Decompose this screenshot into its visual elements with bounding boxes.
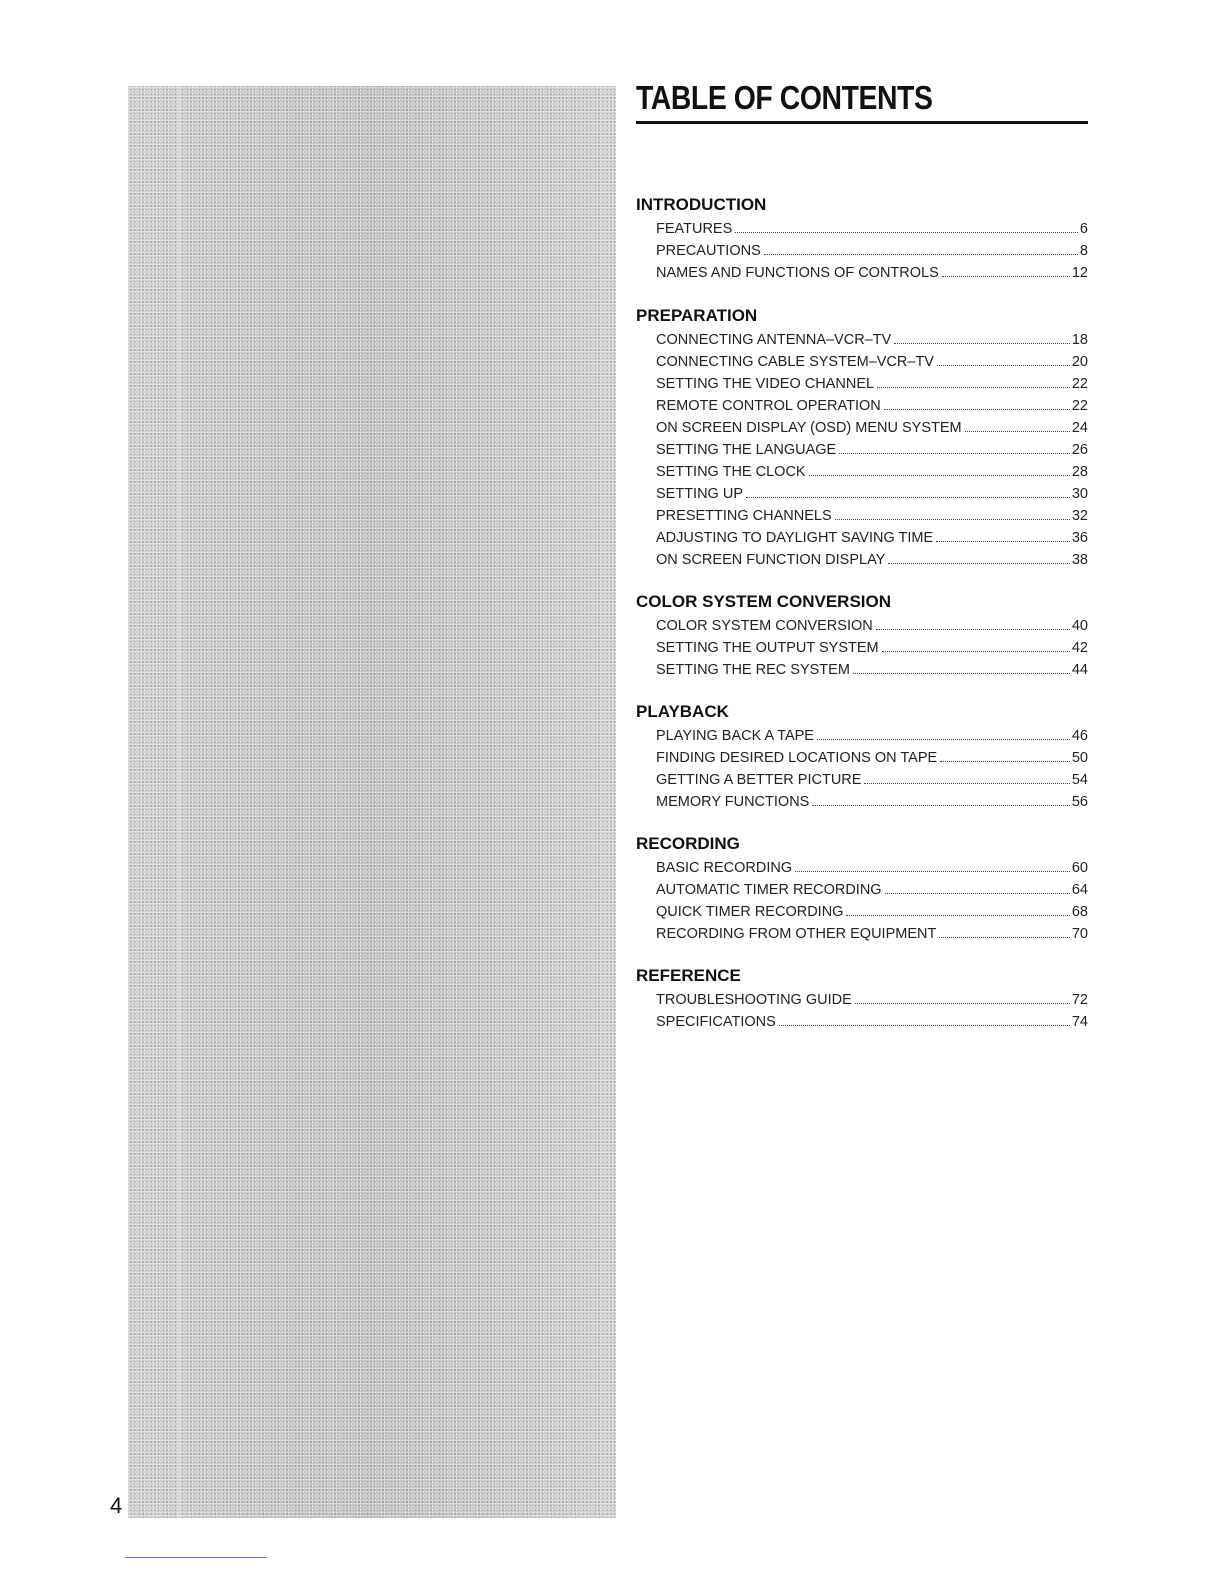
dot-leader bbox=[779, 1025, 1070, 1026]
toc-entry[interactable] bbox=[656, 725, 1088, 747]
entry-page-number: 38 bbox=[1071, 552, 1088, 568]
entry-label: GETTING A BETTER PICTURE bbox=[656, 772, 862, 788]
toc-entry[interactable] bbox=[656, 791, 1088, 813]
entry-label: SETTING THE OUTPUT SYSTEM bbox=[656, 640, 879, 656]
entry-label: PRECAUTIONS bbox=[656, 243, 761, 259]
dot-leader bbox=[746, 497, 1070, 498]
entry-label: CONNECTING ANTENNA–VCR–TV bbox=[656, 332, 892, 348]
dot-leader bbox=[846, 915, 1069, 916]
dot-leader bbox=[835, 519, 1070, 520]
dot-leader bbox=[940, 761, 1070, 762]
entry-page-number: 24 bbox=[1071, 420, 1088, 436]
dot-leader bbox=[795, 871, 1070, 872]
toc-title: TABLE OF CONTENTS bbox=[636, 79, 933, 116]
toc-entry[interactable] bbox=[656, 879, 1088, 901]
page-number: 4 bbox=[110, 1493, 123, 1518]
entry-label: FINDING DESIRED LOCATIONS ON TAPE bbox=[656, 750, 938, 766]
entry-page-number: 68 bbox=[1071, 904, 1088, 920]
toc-section bbox=[636, 305, 1088, 571]
entry-page-number: 54 bbox=[1071, 772, 1088, 788]
entry-list bbox=[656, 725, 1088, 813]
toc-entry[interactable] bbox=[656, 218, 1088, 240]
dot-leader bbox=[942, 276, 1070, 277]
dot-leader bbox=[885, 893, 1070, 894]
dot-leader bbox=[853, 673, 1070, 674]
toc-entry[interactable] bbox=[656, 615, 1088, 637]
entry-label: CONNECTING CABLE SYSTEM–VCR–TV bbox=[656, 354, 934, 370]
entry-label: ADJUSTING TO DAYLIGHT SAVING TIME bbox=[656, 530, 934, 546]
entry-page-number: 64 bbox=[1071, 882, 1088, 898]
dot-leader bbox=[812, 805, 1070, 806]
entry-page-number: 26 bbox=[1071, 442, 1088, 458]
entry-list bbox=[656, 218, 1088, 284]
entry-label: MEMORY FUNCTIONS bbox=[656, 794, 810, 810]
entry-list bbox=[656, 857, 1088, 945]
toc-entry[interactable] bbox=[656, 483, 1088, 505]
entry-page-number: 22 bbox=[1071, 398, 1088, 414]
dot-leader bbox=[888, 563, 1070, 564]
entry-page-number: 44 bbox=[1071, 662, 1088, 678]
entry-label: QUICK TIMER RECORDING bbox=[656, 904, 844, 920]
toc-entry[interactable] bbox=[656, 417, 1088, 439]
entry-label: SETTING THE VIDEO CHANNEL bbox=[656, 376, 875, 392]
entry-label: TROUBLESHOOTING GUIDE bbox=[656, 992, 852, 1008]
entry-label: RECORDING FROM OTHER EQUIPMENT bbox=[656, 926, 937, 942]
section-heading: PREPARATION bbox=[636, 306, 758, 325]
entry-label: ON SCREEN FUNCTION DISPLAY bbox=[656, 552, 886, 568]
toc-entry[interactable] bbox=[656, 549, 1088, 571]
dot-leader bbox=[855, 1003, 1070, 1004]
entry-label: SETTING UP bbox=[656, 486, 744, 502]
decorative-gray-panel bbox=[128, 86, 616, 1518]
entry-label: AUTOMATIC TIMER RECORDING bbox=[656, 882, 882, 898]
entry-page-number: 46 bbox=[1071, 728, 1088, 744]
toc-entry[interactable] bbox=[656, 395, 1088, 417]
toc-section bbox=[636, 833, 1088, 945]
entry-page-number: 22 bbox=[1071, 376, 1088, 392]
dot-leader bbox=[864, 783, 1069, 784]
entry-page-number: 50 bbox=[1071, 750, 1088, 766]
toc-entry[interactable] bbox=[656, 923, 1088, 945]
entry-page-number: 8 bbox=[1079, 243, 1088, 259]
toc-entry[interactable] bbox=[656, 240, 1088, 262]
dot-leader bbox=[735, 232, 1078, 233]
entry-page-number: 72 bbox=[1071, 992, 1088, 1008]
dot-leader bbox=[937, 365, 1070, 366]
entry-label: BASIC RECORDING bbox=[656, 860, 793, 876]
entry-label: PRESETTING CHANNELS bbox=[656, 508, 832, 524]
toc-entry[interactable] bbox=[656, 659, 1088, 681]
toc-entry[interactable] bbox=[656, 747, 1088, 769]
toc-entry[interactable] bbox=[656, 262, 1088, 284]
toc-section bbox=[636, 701, 1088, 813]
toc-entry[interactable] bbox=[656, 769, 1088, 791]
entry-page-number: 74 bbox=[1071, 1014, 1088, 1030]
entry-label: SETTING THE CLOCK bbox=[656, 464, 806, 480]
dot-leader bbox=[764, 254, 1078, 255]
section-heading: PLAYBACK bbox=[636, 702, 729, 721]
toc-section bbox=[636, 194, 1088, 284]
toc-entry[interactable] bbox=[656, 989, 1088, 1011]
dot-leader bbox=[894, 343, 1070, 344]
entry-page-number: 42 bbox=[1071, 640, 1088, 656]
panel-streak bbox=[178, 86, 180, 1518]
entry-label: SETTING THE LANGUAGE bbox=[656, 442, 837, 458]
toc-entry[interactable] bbox=[656, 505, 1088, 527]
entry-page-number: 6 bbox=[1079, 221, 1088, 237]
toc-entry[interactable] bbox=[656, 637, 1088, 659]
entry-page-number: 30 bbox=[1071, 486, 1088, 502]
entry-label: PLAYING BACK A TAPE bbox=[656, 728, 814, 744]
toc-entry[interactable] bbox=[656, 351, 1088, 373]
entry-page-number: 32 bbox=[1071, 508, 1088, 524]
entry-page-number: 60 bbox=[1071, 860, 1088, 876]
dot-leader bbox=[882, 651, 1070, 652]
entry-label: SETTING THE REC SYSTEM bbox=[656, 662, 850, 678]
toc-entry[interactable] bbox=[656, 857, 1088, 879]
title-rule bbox=[636, 121, 1088, 124]
dot-leader bbox=[809, 475, 1070, 476]
entry-page-number: 70 bbox=[1071, 926, 1088, 942]
dot-leader bbox=[965, 431, 1070, 432]
entry-label: NAMES AND FUNCTIONS OF CONTROLS bbox=[656, 265, 939, 281]
dot-leader bbox=[817, 739, 1070, 740]
entry-label: ON SCREEN DISPLAY (OSD) MENU SYSTEM bbox=[656, 420, 962, 436]
toc-section bbox=[636, 591, 1088, 681]
entry-list bbox=[656, 329, 1088, 571]
dot-leader bbox=[877, 387, 1070, 388]
entry-page-number: 20 bbox=[1071, 354, 1088, 370]
section-heading: COLOR SYSTEM CONVERSION bbox=[636, 592, 892, 611]
entry-label: COLOR SYSTEM CONVERSION bbox=[656, 618, 873, 634]
entry-list bbox=[656, 615, 1088, 681]
entry-page-number: 28 bbox=[1071, 464, 1088, 480]
toc-entry[interactable] bbox=[656, 1011, 1088, 1033]
entry-page-number: 12 bbox=[1071, 265, 1088, 281]
toc-entry[interactable] bbox=[656, 373, 1088, 395]
toc-entry[interactable] bbox=[656, 329, 1088, 351]
bottom-rule bbox=[125, 1557, 267, 1558]
toc-entry[interactable] bbox=[656, 439, 1088, 461]
entry-page-number: 40 bbox=[1071, 618, 1088, 634]
dot-leader bbox=[939, 937, 1070, 938]
toc-entry[interactable] bbox=[656, 901, 1088, 923]
toc-entry[interactable] bbox=[656, 461, 1088, 483]
entry-page-number: 56 bbox=[1071, 794, 1088, 810]
toc-section bbox=[636, 965, 1088, 1033]
entry-page-number: 18 bbox=[1071, 332, 1088, 348]
section-heading: INTRODUCTION bbox=[636, 195, 767, 214]
dot-leader bbox=[876, 629, 1070, 630]
entry-label: FEATURES bbox=[656, 221, 733, 237]
section-heading: RECORDING bbox=[636, 834, 740, 853]
entry-label: REMOTE CONTROL OPERATION bbox=[656, 398, 881, 414]
dot-leader bbox=[884, 409, 1070, 410]
toc-entry[interactable] bbox=[656, 527, 1088, 549]
entry-page-number: 36 bbox=[1071, 530, 1088, 546]
entry-list bbox=[656, 989, 1088, 1033]
dot-leader bbox=[839, 453, 1070, 454]
table-of-contents bbox=[636, 78, 1088, 1033]
dot-leader bbox=[936, 541, 1070, 542]
entry-label: SPECIFICATIONS bbox=[656, 1014, 776, 1030]
section-heading: REFERENCE bbox=[636, 966, 741, 985]
toc-sections bbox=[636, 194, 1088, 1033]
